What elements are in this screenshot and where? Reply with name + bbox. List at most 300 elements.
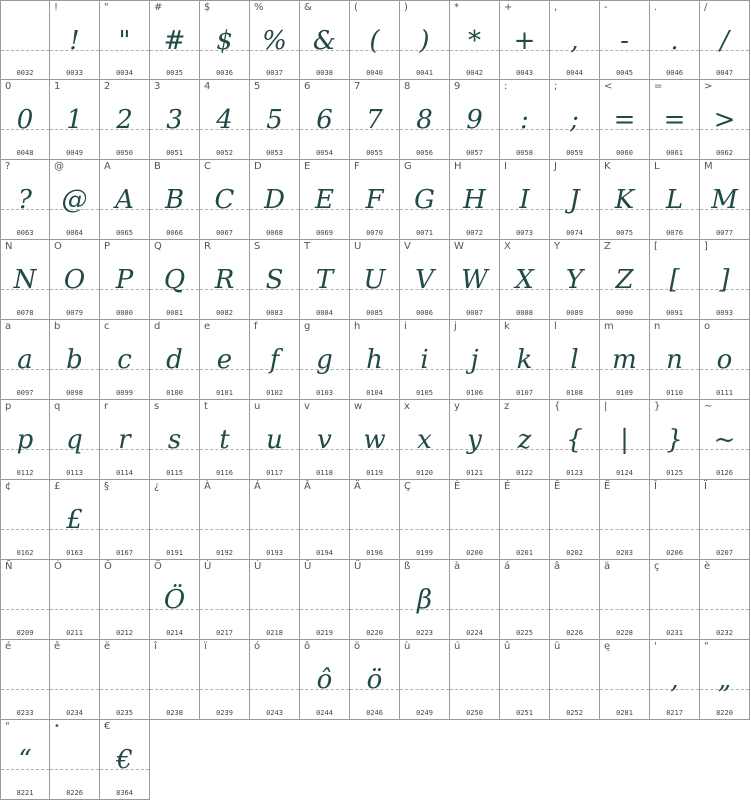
cell-char-label: 6 — [304, 81, 311, 92]
glyph-sample: } — [666, 425, 683, 455]
glyph-sample: M — [711, 185, 738, 215]
char-code: 0044 — [566, 69, 583, 77]
glyph-cell — [250, 160, 300, 240]
cell-char-label: h — [354, 321, 361, 332]
glyph-sample: # — [163, 26, 186, 56]
cell-char-label: H — [454, 161, 462, 172]
glyph-cell — [50, 640, 100, 720]
glyph-cell — [600, 640, 650, 720]
glyph-cell — [0, 720, 50, 800]
glyph-cell — [450, 320, 500, 400]
glyph-sample: - — [620, 26, 629, 56]
glyph-cell — [500, 320, 550, 400]
char-code: 0251 — [516, 709, 533, 717]
glyph-cell — [550, 320, 600, 400]
glyph-cell — [650, 0, 700, 80]
glyph-sample: ? — [18, 185, 32, 215]
glyph-cell — [500, 160, 550, 240]
glyph-cell — [550, 560, 600, 640]
glyph-sample: s — [167, 425, 182, 455]
cell-char-label: E — [304, 161, 311, 172]
cell-char-label: n — [654, 321, 661, 332]
glyph-cell — [100, 80, 150, 160]
glyph-sample: I — [519, 185, 530, 215]
glyph-sample: * — [468, 26, 481, 56]
glyph-sample: o — [716, 345, 733, 375]
glyph-sample: f — [269, 345, 280, 375]
glyph-cell — [500, 240, 550, 320]
char-code: 0201 — [516, 549, 533, 557]
glyph-cell — [600, 160, 650, 240]
glyph-sample — [350, 580, 399, 620]
cell-char-label: @ — [54, 161, 64, 172]
glyph-sample: r — [118, 425, 131, 455]
char-code: 0196 — [366, 549, 383, 557]
glyph-sample: ] — [719, 265, 730, 295]
cell-char-label: Ô — [104, 561, 112, 572]
cell-char-label: ö — [354, 641, 361, 652]
char-code: 0032 — [16, 69, 34, 77]
glyph-sample — [200, 580, 249, 620]
glyph-sample: % — [262, 26, 287, 56]
glyph-sample: D — [264, 185, 285, 215]
glyph-sample — [1, 660, 49, 700]
glyph-sample — [350, 500, 399, 540]
cell-char-label: G — [404, 161, 412, 172]
glyph-sample: ~ — [713, 425, 736, 455]
glyph-sample — [50, 660, 99, 700]
char-code: 0077 — [716, 229, 733, 237]
glyph-sample: @ — [61, 185, 88, 215]
glyph-sample: ö — [366, 665, 383, 695]
glyph-cell — [500, 400, 550, 480]
glyph-cell — [250, 240, 300, 320]
glyph-cell — [300, 320, 350, 400]
cell-char-label: ï — [204, 641, 207, 652]
char-code: 0069 — [316, 229, 333, 237]
glyph-cell — [50, 480, 100, 560]
glyph-sample — [1, 500, 49, 540]
char-code: 0056 — [416, 149, 433, 157]
char-code: 0074 — [566, 229, 583, 237]
glyph-cell — [700, 640, 750, 720]
char-code: 0051 — [166, 149, 183, 157]
glyph-cell — [500, 560, 550, 640]
glyph-cell — [550, 480, 600, 560]
glyph-cell — [250, 560, 300, 640]
cell-char-label: R — [204, 241, 211, 252]
glyph-cell — [100, 560, 150, 640]
glyph-sample: 2 — [116, 105, 133, 135]
glyph-cell — [650, 80, 700, 160]
cell-char-label: Ë — [604, 481, 611, 492]
char-code: 0118 — [316, 469, 333, 477]
cell-char-label: O — [54, 241, 62, 252]
glyph-cell — [500, 640, 550, 720]
char-code: 0244 — [316, 709, 333, 717]
cell-char-label: Á — [254, 481, 261, 492]
glyph-sample: L — [665, 185, 684, 215]
char-code: 0075 — [616, 229, 633, 237]
char-code: 0053 — [266, 149, 283, 157]
glyph-sample: x — [417, 425, 432, 455]
glyph-sample: a — [17, 345, 33, 375]
cell-char-label: } — [654, 401, 661, 412]
glyph-cell — [200, 480, 250, 560]
cell-char-label: v — [304, 401, 310, 412]
glyph-cell — [200, 240, 250, 320]
cell-char-label: á — [504, 561, 511, 572]
cell-char-label: Ó — [54, 561, 62, 572]
cell-char-label: S — [254, 241, 261, 252]
cell-char-label: 2 — [104, 81, 111, 92]
cell-char-label: û — [504, 641, 511, 652]
glyph-cell — [600, 80, 650, 160]
cell-char-label: " — [5, 721, 10, 732]
char-code: 8217 — [666, 709, 683, 717]
glyph-cell — [450, 560, 500, 640]
cell-char-label: ó — [254, 641, 261, 652]
glyph-cell — [400, 240, 450, 320]
cell-char-label: I — [504, 161, 507, 172]
glyph-cell — [300, 80, 350, 160]
glyph-sample: S — [265, 265, 284, 295]
char-code: 0199 — [416, 549, 433, 557]
cell-char-label: z — [504, 401, 510, 412]
cell-char-label: Ï — [704, 481, 707, 492]
cell-char-label: r — [104, 401, 109, 412]
cell-char-label: ü — [554, 641, 561, 652]
glyph-cell — [100, 400, 150, 480]
glyph-cell — [0, 240, 50, 320]
char-code: 0119 — [366, 469, 383, 477]
char-code: 8226 — [66, 789, 83, 797]
glyph-sample: ( — [369, 26, 380, 56]
char-code: 0281 — [616, 709, 633, 717]
cell-char-label: + — [504, 2, 513, 13]
glyph-cell — [400, 320, 450, 400]
cell-char-label: Ù — [204, 561, 212, 572]
glyph-cell — [500, 80, 550, 160]
glyph-cell — [150, 320, 200, 400]
cell-char-label: A — [104, 161, 111, 172]
cell-char-label: 7 — [354, 81, 361, 92]
glyph-cell — [450, 480, 500, 560]
glyph-cell — [50, 320, 100, 400]
cell-char-label: £ — [54, 481, 61, 492]
char-code: 0225 — [516, 629, 533, 637]
cell-char-label: k — [504, 321, 510, 332]
cell-char-label: % — [254, 2, 264, 13]
glyph-sample: 9 — [466, 105, 483, 135]
glyph-cell — [0, 560, 50, 640]
glyph-cell — [250, 0, 300, 80]
char-code: 0124 — [616, 469, 633, 477]
char-code: 0033 — [66, 69, 83, 77]
char-code: 0034 — [116, 69, 133, 77]
glyph-cell — [150, 160, 200, 240]
char-code: 0067 — [216, 229, 233, 237]
cell-char-label: Ö — [154, 561, 162, 572]
glyph-sample: 6 — [316, 105, 333, 135]
glyph-sample — [450, 500, 499, 540]
glyph-sample: b — [66, 345, 83, 375]
char-code: 0163 — [66, 549, 83, 557]
char-code: 0079 — [66, 309, 83, 317]
glyph-sample — [650, 500, 699, 540]
char-code: 0234 — [66, 709, 83, 717]
char-code: 0125 — [666, 469, 683, 477]
char-code: 0061 — [666, 149, 683, 157]
char-code: 0250 — [466, 709, 483, 717]
char-code: 0078 — [16, 309, 34, 317]
glyph-cell — [250, 400, 300, 480]
char-code: 0117 — [266, 469, 283, 477]
glyph-cell — [350, 80, 400, 160]
char-code: 0115 — [166, 469, 183, 477]
glyph-sample: Q — [163, 265, 186, 295]
cell-char-label: 8 — [404, 81, 411, 92]
glyph-sample — [300, 500, 349, 540]
char-code: 0088 — [516, 309, 533, 317]
char-code: 0231 — [666, 629, 683, 637]
char-code: 0110 — [666, 389, 683, 397]
char-code: 0233 — [16, 709, 34, 717]
cell-char-label: ; — [554, 81, 558, 92]
cell-char-label: f — [254, 321, 258, 332]
cell-char-label: / — [704, 2, 708, 13]
char-code: 8220 — [716, 709, 733, 717]
glyph-cell — [400, 560, 450, 640]
char-code: 0116 — [216, 469, 233, 477]
glyph-sample: , — [670, 665, 679, 695]
char-code: 0082 — [216, 309, 233, 317]
glyph-cell — [200, 0, 250, 80]
char-code: 0060 — [616, 149, 633, 157]
glyph-cell — [500, 480, 550, 560]
char-code: 0049 — [66, 149, 83, 157]
char-code: 0239 — [216, 709, 233, 717]
cell-char-label: à — [454, 561, 461, 572]
glyph-cell — [700, 80, 750, 160]
glyph-sample: R — [214, 265, 235, 295]
char-code: 0035 — [166, 69, 183, 77]
glyph-cell — [600, 320, 650, 400]
glyph-cell — [100, 0, 150, 80]
glyph-cell — [100, 480, 150, 560]
glyph-cell — [700, 320, 750, 400]
char-code: 0246 — [366, 709, 383, 717]
glyph-sample — [50, 740, 99, 780]
char-code: 0228 — [616, 629, 633, 637]
glyph-sample: £ — [66, 505, 83, 535]
cell-char-label: B — [154, 161, 161, 172]
glyph-sample: & — [312, 26, 337, 56]
glyph-sample: w — [363, 425, 386, 455]
char-code: 8221 — [16, 789, 34, 797]
glyph-sample: | — [620, 425, 629, 455]
char-code: 8364 — [116, 789, 133, 797]
glyph-sample: J — [569, 185, 580, 215]
glyph-cell — [150, 560, 200, 640]
cell-char-label: ù — [404, 641, 411, 652]
glyph-cell — [250, 80, 300, 160]
glyph-cell — [100, 720, 150, 800]
glyph-sample: € — [116, 745, 133, 775]
glyph-sample — [400, 660, 449, 700]
glyph-sample — [250, 580, 299, 620]
glyph-sample — [150, 500, 199, 540]
glyph-cell — [600, 0, 650, 80]
cell-char-label: ? — [5, 161, 11, 172]
cell-char-label: Ç — [404, 481, 411, 492]
char-code: 0083 — [266, 309, 283, 317]
cell-char-label: d — [154, 321, 161, 332]
glyph-sample — [150, 660, 199, 700]
cell-char-label: " — [704, 641, 709, 652]
char-code: 0102 — [266, 389, 283, 397]
glyph-cell — [150, 640, 200, 720]
glyph-sample: + — [513, 26, 536, 56]
glyph-cell — [550, 160, 600, 240]
glyph-cell — [450, 80, 500, 160]
glyph-sample: [ — [669, 265, 680, 295]
glyph-sample: n — [666, 345, 683, 375]
glyph-sample — [1, 21, 49, 61]
glyph-cell — [650, 480, 700, 560]
char-code: 0062 — [716, 149, 733, 157]
cell-char-label: C — [204, 161, 211, 172]
glyph-cell — [50, 720, 100, 800]
cell-char-label: g — [304, 321, 311, 332]
glyph-sample — [450, 660, 499, 700]
glyph-cell — [700, 400, 750, 480]
glyph-sample: C — [214, 185, 235, 215]
glyph-sample — [600, 580, 649, 620]
cell-char-label: ú — [454, 641, 461, 652]
glyph-cell — [500, 0, 550, 80]
glyph-sample — [100, 660, 149, 700]
glyph-sample — [550, 660, 599, 700]
glyph-sample: G — [414, 185, 435, 215]
glyph-sample — [100, 500, 149, 540]
cell-char-label: X — [504, 241, 511, 252]
glyph-sample: ! — [69, 26, 80, 56]
glyph-sample: 1 — [66, 105, 83, 135]
char-code: 0249 — [416, 709, 433, 717]
char-code: 0162 — [16, 549, 34, 557]
glyph-cell — [300, 0, 350, 80]
glyph-cell — [200, 560, 250, 640]
glyph-cell — [700, 0, 750, 80]
char-code: 0097 — [16, 389, 34, 397]
char-code: 0065 — [116, 229, 133, 237]
cell-char-label: M — [704, 161, 713, 172]
glyph-cell — [350, 560, 400, 640]
char-code: 0202 — [566, 549, 583, 557]
glyph-cell — [450, 400, 500, 480]
char-code: 0120 — [416, 469, 433, 477]
char-code: 0167 — [116, 549, 133, 557]
cell-char-label: N — [5, 241, 13, 252]
cell-char-label: ¿ — [154, 481, 160, 492]
cell-char-label: Ê — [554, 481, 561, 492]
glyph-sample: l — [570, 345, 579, 375]
glyph-cell — [550, 0, 600, 80]
char-code: 0100 — [166, 389, 183, 397]
char-code: 0089 — [566, 309, 583, 317]
glyph-sample: = — [663, 105, 686, 135]
glyph-cell — [550, 400, 600, 480]
glyph-sample — [100, 580, 149, 620]
glyph-sample: p — [16, 425, 34, 455]
glyph-cell — [450, 160, 500, 240]
cell-char-label: 0 — [5, 81, 12, 92]
glyph-sample — [500, 580, 549, 620]
char-code: 0068 — [266, 229, 283, 237]
glyph-sample: 3 — [166, 105, 183, 135]
cell-char-label: ç — [654, 561, 660, 572]
cell-char-label: U — [354, 241, 362, 252]
glyph-sample — [450, 580, 499, 620]
glyph-sample — [500, 660, 549, 700]
char-code: 0194 — [316, 549, 333, 557]
glyph-sample: : — [520, 105, 529, 135]
glyph-sample — [1, 580, 49, 620]
cell-char-label: [ — [654, 241, 658, 252]
char-code: 0238 — [166, 709, 183, 717]
char-code: 0219 — [316, 629, 333, 637]
char-code: 0037 — [266, 69, 283, 77]
cell-char-label: î — [154, 641, 157, 652]
char-code: 0047 — [716, 69, 733, 77]
cell-char-label: Ñ — [5, 561, 13, 572]
cell-char-label: ä — [604, 561, 611, 572]
cell-char-label: { — [554, 401, 561, 412]
glyph-sample: H — [463, 185, 486, 215]
glyph-cell — [350, 640, 400, 720]
glyph-sample — [600, 660, 649, 700]
glyph-cell — [200, 400, 250, 480]
glyph-cell — [450, 240, 500, 320]
glyph-cell — [700, 240, 750, 320]
glyph-cell — [300, 240, 350, 320]
char-code: 0093 — [716, 309, 733, 317]
glyph-sample: u — [266, 425, 283, 455]
char-code: 0104 — [366, 389, 383, 397]
glyph-cell — [300, 640, 350, 720]
cell-char-label: * — [454, 2, 459, 13]
glyph-cell — [250, 640, 300, 720]
glyph-cell — [150, 400, 200, 480]
glyph-cell — [300, 400, 350, 480]
char-code: 0107 — [516, 389, 533, 397]
char-code: 0084 — [316, 309, 333, 317]
glyph-sample: ô — [316, 665, 333, 695]
char-code: 0052 — [216, 149, 233, 157]
glyph-cell — [550, 240, 600, 320]
glyph-cell — [450, 0, 500, 80]
cell-char-label: Q — [154, 241, 162, 252]
cell-char-label: K — [604, 161, 611, 172]
glyph-cell — [0, 0, 50, 80]
char-code: 0036 — [216, 69, 233, 77]
cell-char-label: : — [504, 81, 508, 92]
cell-char-label: p — [5, 401, 12, 412]
glyph-sample — [250, 660, 299, 700]
glyph-cell — [250, 480, 300, 560]
glyph-sample: “ — [18, 745, 32, 775]
